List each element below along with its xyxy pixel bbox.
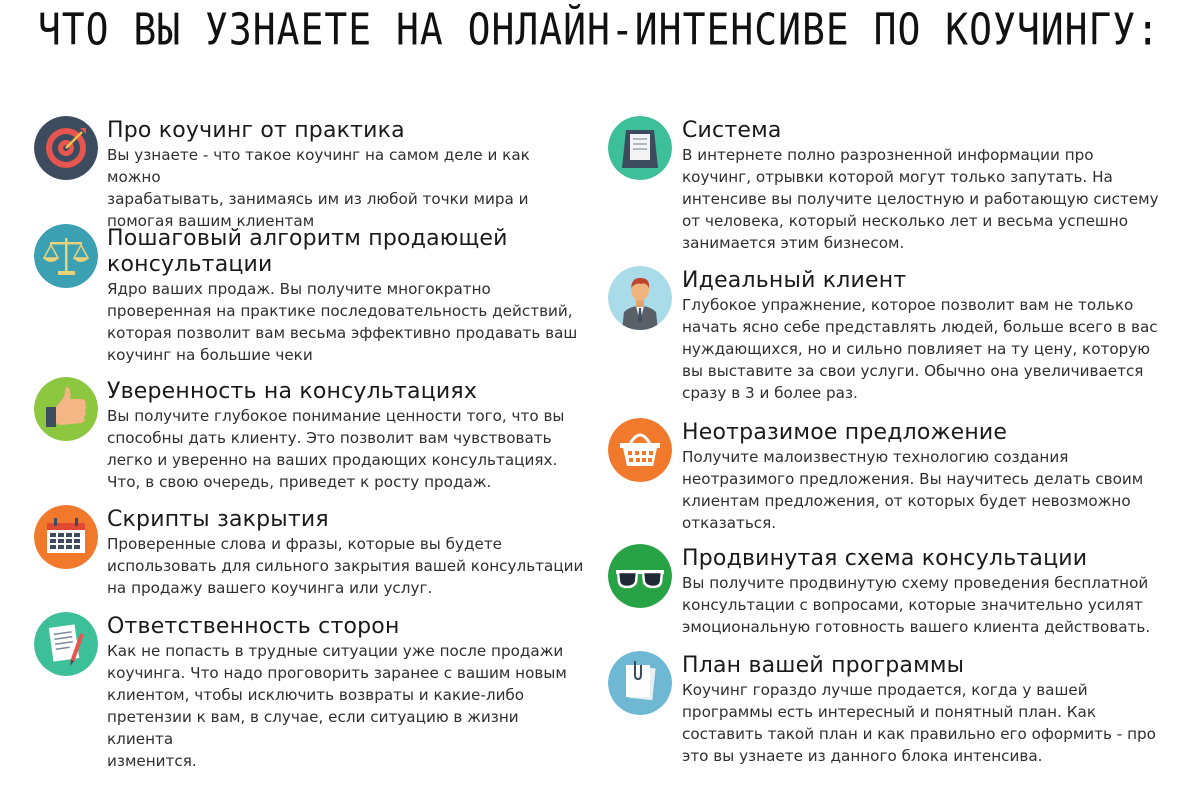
person-icon	[608, 266, 672, 330]
basket-icon	[608, 418, 672, 482]
feature-description: Вы узнаете - что такое коучинг на самом деле и как можно зарабатывать, занимаясь им из любой точки мира и помогая вашим клиентам	[107, 146, 530, 230]
feature-description: Получите малоизвестную технологию создания неотразимого предложения. Вы научитесь делать своим клиентам предложения, от которых будет невозможно отказаться.	[682, 448, 1144, 532]
page-title: ЧТО ВЫ УЗНАЕТЕ НА ОНЛАЙН-ИНТЕНСИВЕ ПО КОУЧИНГУ:	[37, 4, 1161, 55]
thumbs-up-icon	[34, 377, 98, 441]
feature-heading: План вашей программы	[682, 653, 965, 678]
feature-heading: Ответственность сторон	[107, 614, 400, 639]
clipboard-icon	[608, 651, 672, 715]
glasses-icon	[608, 544, 672, 608]
feature-description: Как не попасть в трудные ситуации уже после продажи коучинга. Что надо проговорить заранее с вашим новым клиентом, чтобы исключить возвраты и какие-либо претензии к вам, в случае, если ситуацию в жизни клиента изменится.	[107, 642, 567, 770]
feature-description: В интернете полно разрозненной информации про коучинг, отрывки которой могут только запутать. На интенсиве вы получите целостную и работающую систему от человека, который несколько лет и весьма успешно занимается этим бизнесом.	[682, 146, 1159, 252]
target-icon	[34, 116, 98, 180]
feature-heading: Скрипты закрытия	[107, 507, 329, 532]
feature-heading: Уверенность на консультациях	[107, 379, 478, 404]
feature-heading: Идеальный клиент	[682, 268, 907, 293]
scales-icon	[34, 224, 98, 288]
feature-description: Проверенные слова и фразы, которые вы будете использовать для сильного закрытия вашей консультации на продажу вашего коучинга или услуг.	[107, 535, 584, 597]
feature-heading: Система	[682, 118, 782, 143]
feature-description: Глубокое упражнение, которое позволит вам не только начать ясно себе представлять людей, больше всего в вас нуждающихся, но и сильно повлияет на ту цену, которую вы выставите за свои услуги. Обычно она увеличивается сразу в 3 и более раз.	[682, 296, 1158, 402]
feature-heading: Про коучинг от практика	[107, 118, 405, 143]
feature-heading: Неотразимое предложение	[682, 420, 1008, 445]
feature-description: Коучинг гораздо лучше продается, когда у вашей программы есть интересный и понятный план. Как составить такой план и как правильно его оформить - про это вы узнаете из данного блока интенсива.	[682, 681, 1156, 765]
board-icon	[608, 116, 672, 180]
document-pen-icon	[34, 612, 98, 676]
feature-description: Вы получите глубокое понимание ценности того, что вы способны дать клиенту. Это позволит вам чувствовать легко и уверенно на ваших продающих консультациях. Что, в свою очередь, приведет к росту продаж.	[107, 407, 565, 491]
feature-description: Ядро ваших продаж. Вы получите многократно проверенная на практике последовательность действий, которая позволит вам весьма эффективно продавать ваш коучинг на большие чеки	[107, 280, 578, 364]
feature-description: Вы получите продвинутую схему проведения бесплатной консультации с вопросами, которые значительно усилят эмоциональную готовность вашего клиента действовать.	[682, 574, 1151, 636]
calendar-icon	[34, 505, 98, 569]
feature-heading: Пошаговый алгоритм продающей консультации	[107, 226, 508, 277]
feature-heading: Продвинутая схема консультации	[682, 546, 1088, 571]
